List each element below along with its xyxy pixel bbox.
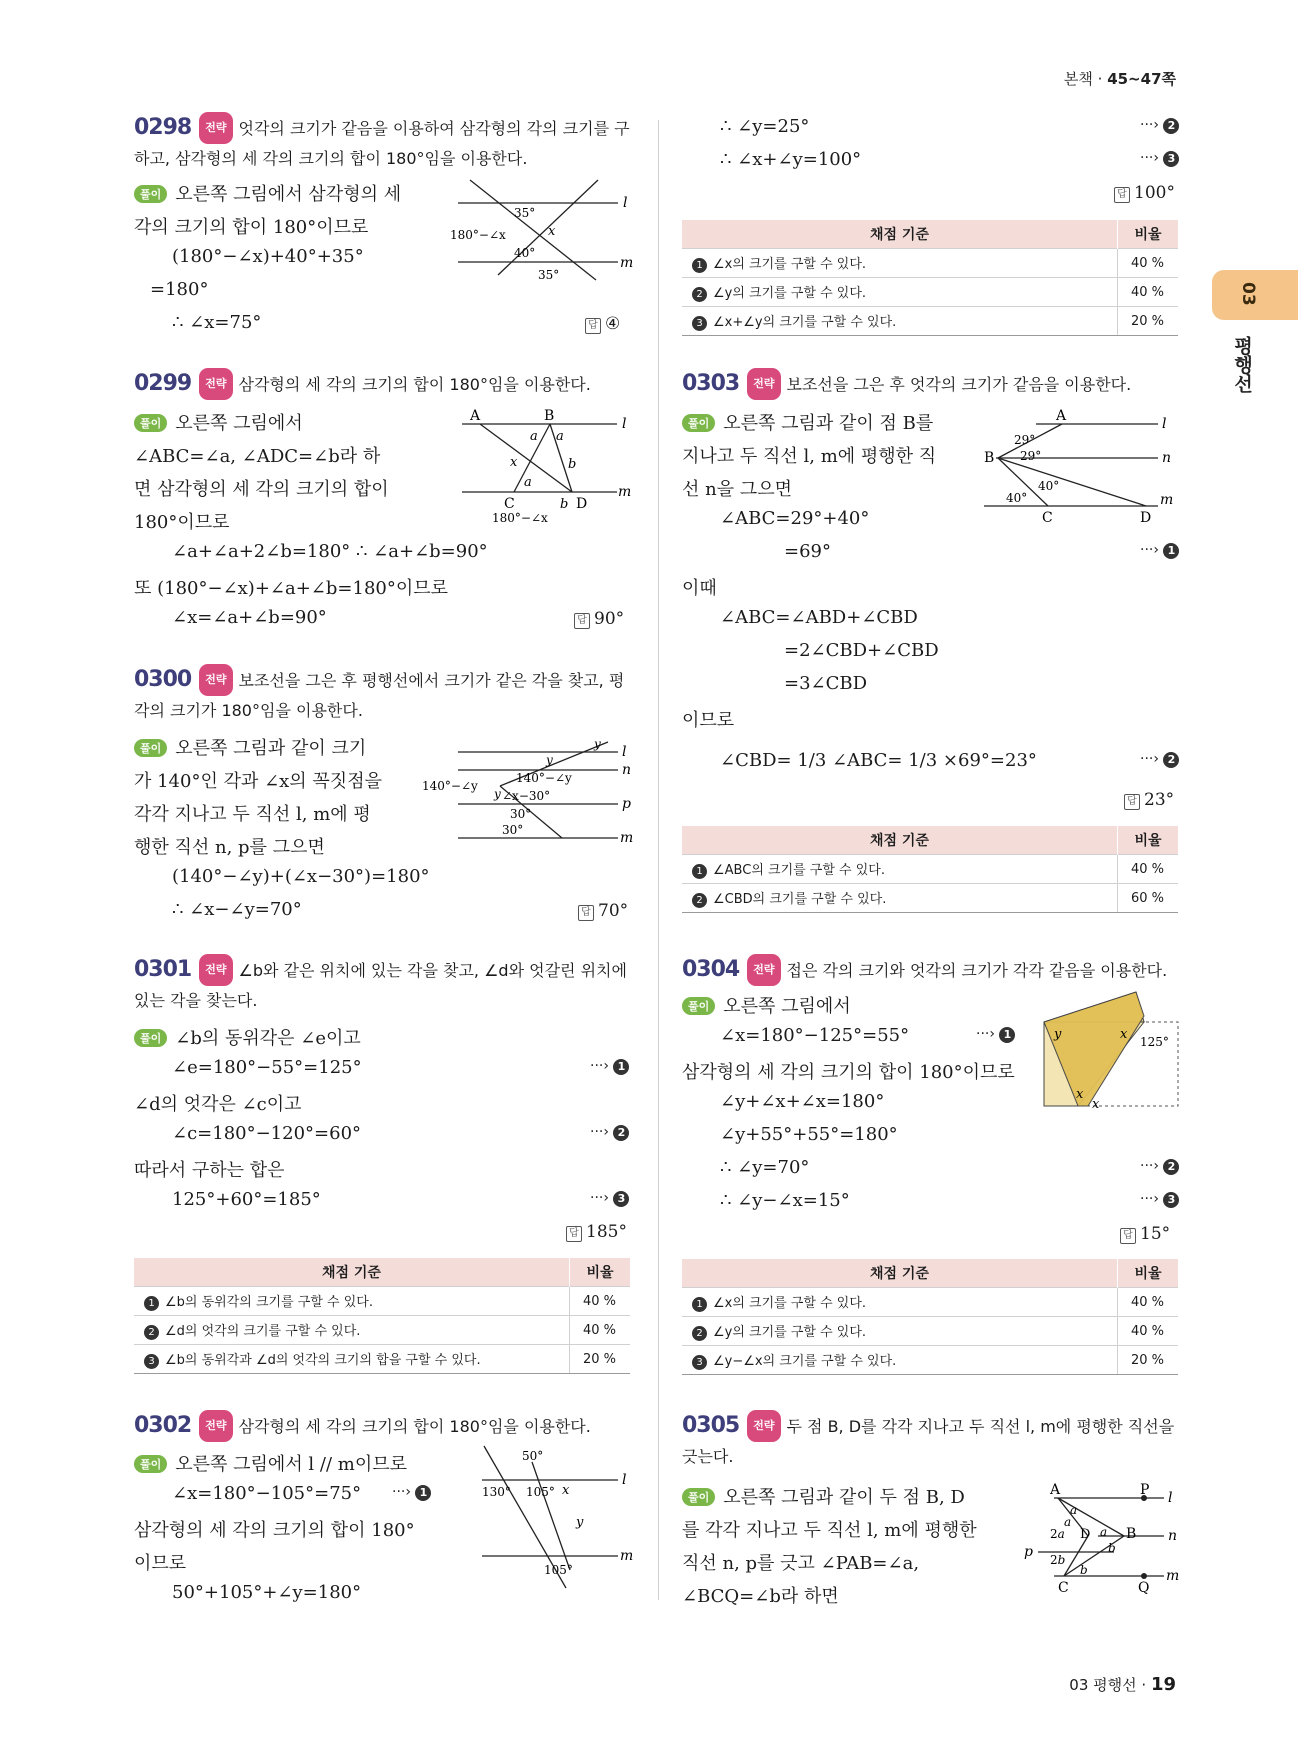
solution-line: ∴ ∠x=75° <box>172 312 262 333</box>
solution-line: =2∠CBD+∠CBD <box>784 640 939 661</box>
svg-text:b: b <box>560 497 569 512</box>
svg-text:y: y <box>1054 1027 1062 1042</box>
svg-text:l: l <box>622 416 627 432</box>
criterion-ratio: 40 % <box>1118 1317 1179 1346</box>
svg-text:a: a <box>556 429 564 444</box>
problem-number: 0299 <box>134 371 192 396</box>
svg-text:105°: 105° <box>526 1485 555 1499</box>
svg-text:m: m <box>1166 1568 1180 1584</box>
criterion-text: ∠ABC의 크기를 구할 수 있다. <box>713 863 885 878</box>
svg-text:50°: 50° <box>522 1449 544 1463</box>
svg-text:n: n <box>622 762 632 778</box>
text: 오른쪽 그림과 같이 두 점 B, D <box>723 1487 965 1508</box>
solution-line: ∠a+∠a+2∠b=180° ∴ ∠a+∠b=90° <box>172 541 488 562</box>
answer-value: ④ <box>605 314 621 334</box>
answer-mark: 답 <box>574 613 590 629</box>
solution-line: 면 삼각형의 세 각의 크기의 합이 <box>134 479 389 500</box>
solution-line: 지나고 두 직선 l, m에 평행한 직 <box>682 446 937 467</box>
table-row <box>682 307 1178 336</box>
solution-tag: 풀이 <box>682 1488 715 1506</box>
svg-text:a: a <box>530 429 538 444</box>
text: 오른쪽 그림에서 l // m이므로 <box>175 1454 407 1475</box>
solution-line: ∴ ∠x+∠y=100° <box>720 149 862 170</box>
strategy-text: 보조선을 그은 후 평행선에서 크기가 같은 각을 찾고, 평각의 크기가 180°임을 이용한다. <box>134 671 625 720</box>
solution-tag: 풀이 <box>134 1455 167 1473</box>
step-marker: ···› 2 <box>1140 117 1179 134</box>
solution-line: ∠x=180°−105°=75° <box>172 1483 362 1504</box>
criterion-number: 3 <box>692 316 707 331</box>
svg-text:y: y <box>494 787 501 801</box>
solution-line: 각의 크기의 합이 180°이므로 <box>134 217 369 238</box>
answer-value: 100° <box>1134 183 1175 203</box>
solution-line: =69° <box>784 541 831 562</box>
criterion-number: 2 <box>692 287 707 302</box>
svg-text:B: B <box>544 408 555 424</box>
svg-text:b: b <box>1108 1541 1116 1555</box>
solution-line: 가 140°인 각과 ∠x의 꼭짓점을 <box>134 771 382 792</box>
criterion-number: 2 <box>692 893 707 908</box>
solution-line: =180° <box>150 279 209 300</box>
criterion-text: ∠y의 크기를 구할 수 있다. <box>713 286 867 301</box>
svg-text:l: l <box>622 1472 627 1488</box>
svg-text:140°−∠y: 140°−∠y <box>422 779 478 793</box>
answer-value: 185° <box>586 1222 627 1242</box>
svg-text:105°: 105° <box>544 1563 573 1577</box>
problem-0302 <box>134 1410 634 1442</box>
step-number: 1 <box>613 1059 629 1075</box>
problem-0305 <box>682 1410 1182 1472</box>
solution-line: ∠CBD= 1/3 ∠ABC= 1/3 ×69°=23° <box>720 750 1037 771</box>
svg-text:D: D <box>1140 510 1152 526</box>
solution-line: ∠x=∠a+∠b=90° <box>172 607 327 628</box>
step-number: 2 <box>1163 752 1179 768</box>
answer-mark: 답 <box>566 1226 582 1242</box>
answer-mark: 답 <box>1124 794 1140 810</box>
strategy-tag: 전략 <box>199 368 232 400</box>
problem-number: 0300 <box>134 667 192 692</box>
problem-number: 0303 <box>682 371 740 396</box>
problem-number: 0298 <box>134 115 192 140</box>
text: 오른쪽 그림에서 삼각형의 세 <box>175 184 402 205</box>
svg-text:x: x <box>562 1483 570 1498</box>
criterion-text: ∠b의 동위각의 크기를 구할 수 있다. <box>165 1295 373 1310</box>
solution-line: ∠y+∠x+∠x=180° <box>720 1091 885 1112</box>
solution-line <box>134 734 366 760</box>
solution-line: 180°이므로 <box>134 512 230 533</box>
svg-text:B: B <box>984 450 995 466</box>
step-marker: ···› 2 <box>1140 751 1179 768</box>
criterion-text: ∠x+∠y의 크기를 구할 수 있다. <box>713 315 897 330</box>
solution-line <box>134 409 303 435</box>
solution-line: 또 (180°−∠x)+∠a+∠b=180°이므로 <box>134 578 449 599</box>
solution-line: 이때 <box>682 578 717 599</box>
chapter-number: 03 <box>1238 282 1258 306</box>
answer <box>1124 790 1174 810</box>
svg-text:C: C <box>1058 1580 1069 1596</box>
svg-text:140°−∠y: 140°−∠y <box>516 771 572 785</box>
strategy-tag: 전략 <box>199 954 232 986</box>
figure-0305 <box>1024 1476 1182 1600</box>
grading-table-0304 <box>682 1259 1178 1375</box>
svg-text:180°−∠x: 180°−∠x <box>492 511 548 525</box>
solution-tag: 풀이 <box>134 739 167 757</box>
problem-0304 <box>682 954 1182 986</box>
solution-line: 직선 n, p를 긋고 ∠PAB=∠a, <box>682 1553 920 1574</box>
svg-text:30°: 30° <box>510 807 532 821</box>
criterion-ratio: 60 % <box>1118 884 1179 913</box>
svg-text:29°: 29° <box>1014 433 1036 447</box>
table-row <box>134 1316 630 1345</box>
strategy-text: 삼각형의 세 각의 크기의 합이 180°임을 이용한다. <box>238 375 591 394</box>
ratio-header: 비율 <box>1118 220 1179 249</box>
grade-header: 채점 기준 <box>682 1259 1118 1288</box>
solution-line: (140°−∠y)+(∠x−30°)=180° <box>172 866 430 887</box>
criterion-number: 2 <box>144 1325 159 1340</box>
solution-line: 각각 지나고 두 직선 l, m에 평 <box>134 804 371 825</box>
figure-0298 <box>448 175 634 285</box>
svg-text:30°: 30° <box>502 823 524 837</box>
criterion-number: 2 <box>692 1326 707 1341</box>
table-row <box>682 249 1178 278</box>
criterion-number: 3 <box>144 1354 159 1369</box>
solution-line: 125°+60°=185° <box>172 1189 321 1210</box>
table-row <box>682 1317 1178 1346</box>
criterion-number: 1 <box>144 1296 159 1311</box>
solution-line: 삼각형의 세 각의 크기의 합이 180°이므로 <box>682 1062 1015 1083</box>
svg-text:40°: 40° <box>1038 479 1060 493</box>
step-number: 2 <box>613 1125 629 1141</box>
step-marker: ···› 3 <box>590 1190 629 1207</box>
strategy-tag: 전략 <box>747 1410 780 1442</box>
svg-text:l: l <box>623 195 628 211</box>
solution-tag: 풀이 <box>134 1029 167 1047</box>
svg-text:C: C <box>504 496 515 512</box>
answer-value: 23° <box>1144 790 1175 810</box>
table-row <box>134 1345 630 1374</box>
svg-text:a: a <box>1064 1515 1072 1529</box>
solution-line: 를 각각 지나고 두 직선 l, m에 평행한 <box>682 1520 977 1541</box>
strategy-text: 삼각형의 세 각의 크기의 합이 180°임을 이용한다. <box>238 1417 591 1436</box>
solution-line: ∠ABC=∠ABD+∠CBD <box>720 607 918 628</box>
page-header: 본책 · 45~47쪽 <box>1063 70 1176 88</box>
ratio-header: 비율 <box>1118 826 1179 855</box>
criterion-ratio: 40 % <box>570 1287 631 1316</box>
solution-line: ∠d의 엇각은 ∠c이고 <box>134 1094 302 1115</box>
problem-number: 0302 <box>134 1413 192 1438</box>
step-marker: ···› 1 <box>392 1484 431 1501</box>
solution-line <box>682 409 933 435</box>
grade-header: 채점 기준 <box>682 220 1118 249</box>
criterion-text: ∠y의 크기를 구할 수 있다. <box>713 1325 867 1340</box>
problem-number: 0301 <box>134 957 192 982</box>
criterion-text: ∠x의 크기를 구할 수 있다. <box>713 1296 867 1311</box>
solution-line: ∴ ∠x−∠y=70° <box>172 899 302 920</box>
step-number: 3 <box>613 1191 629 1207</box>
svg-text:l: l <box>622 744 627 760</box>
criterion-number: 1 <box>692 864 707 879</box>
svg-text:y: y <box>546 753 553 767</box>
column-divider <box>658 120 659 1600</box>
solution-line: ∠ABC=∠a, ∠ADC=∠b라 하 <box>134 446 381 467</box>
solution-line: 50°+105°+∠y=180° <box>172 1582 362 1603</box>
solution-line: 행한 직선 n, p를 그으면 <box>134 837 325 858</box>
step-number: 3 <box>1163 1192 1179 1208</box>
problem-number: 0304 <box>682 957 740 982</box>
text: 오른쪽 그림에서 <box>723 996 851 1017</box>
svg-text:35°: 35° <box>514 206 536 220</box>
svg-text:D: D <box>576 496 588 512</box>
strategy-text: 두 점 B, D를 각각 지나고 두 직선 l, m에 평행한 직선을 긋는다. <box>682 1417 1175 1466</box>
solution-line: (180°−∠x)+40°+35° <box>172 246 364 267</box>
text: 오른쪽 그림과 같이 점 B를 <box>723 413 934 434</box>
solution-line: 따라서 구하는 합은 <box>134 1160 285 1181</box>
text: ∠b의 동위각은 ∠e이고 <box>175 1028 361 1049</box>
table-row <box>682 1346 1178 1375</box>
figure-0299 <box>452 404 634 526</box>
text: 오른쪽 그림에서 <box>175 413 303 434</box>
answer <box>574 609 624 629</box>
grade-header: 채점 기준 <box>134 1258 570 1287</box>
solution-tag: 풀이 <box>134 414 167 432</box>
chapter-tab[interactable] <box>1212 270 1298 320</box>
solution-line <box>682 1483 965 1509</box>
svg-text:b: b <box>568 457 577 472</box>
answer <box>1120 1224 1170 1244</box>
answer <box>1114 183 1175 203</box>
svg-text:P: P <box>1140 1482 1150 1498</box>
solution-line: ∠x=180°−125°=55° <box>720 1025 910 1046</box>
answer-value: 90° <box>594 609 625 629</box>
table-row <box>682 855 1178 884</box>
solution-line: 이므로 <box>134 1553 187 1574</box>
criterion-ratio: 40 % <box>1118 278 1179 307</box>
svg-text:x: x <box>1120 1027 1128 1042</box>
criterion-text: ∠y−∠x의 크기를 구할 수 있다. <box>713 1354 897 1369</box>
svg-text:m: m <box>1160 492 1174 508</box>
strategy-text: 보조선을 그은 후 엇각의 크기가 같음을 이용한다. <box>786 375 1132 394</box>
svg-text:p: p <box>1024 1544 1033 1560</box>
svg-text:x: x <box>1092 1097 1100 1112</box>
svg-text:x: x <box>1076 1087 1084 1102</box>
step-number: 3 <box>1163 151 1179 167</box>
step-number: 1 <box>999 1027 1015 1043</box>
svg-text:A: A <box>1050 1482 1061 1498</box>
step-marker: ···› 2 <box>1140 1158 1179 1175</box>
svg-text:40°: 40° <box>1006 491 1028 505</box>
solution-line <box>134 1450 407 1476</box>
strategy-text: ∠b와 같은 위치에 있는 각을 찾고, ∠d와 엇갈린 위치에 있는 각을 찾는다. <box>134 961 627 1010</box>
svg-text:a: a <box>1100 1525 1108 1539</box>
criterion-number: 1 <box>692 258 707 273</box>
problem-0300 <box>134 664 634 726</box>
solution-line: ∴ ∠y−∠x=15° <box>720 1190 850 1211</box>
svg-text:35°: 35° <box>538 268 560 282</box>
step-marker: ···› 1 <box>590 1058 629 1075</box>
table-row <box>682 884 1178 913</box>
svg-text:y: y <box>576 1515 584 1530</box>
solution-tag: 풀이 <box>682 414 715 432</box>
svg-text:l: l <box>1168 1490 1173 1506</box>
svg-text:b: b <box>1080 1563 1088 1577</box>
step-number: 1 <box>1163 543 1179 559</box>
table-row <box>134 1287 630 1316</box>
criterion-ratio: 20 % <box>1118 1346 1179 1375</box>
solution-line: ∠e=180°−55°=125° <box>172 1057 362 1078</box>
problem-0299 <box>134 368 634 400</box>
solution-line <box>134 180 401 206</box>
chapter-title: 평행선 <box>1231 336 1253 393</box>
svg-text:n: n <box>1162 450 1172 466</box>
text: 오른쪽 그림과 같이 크기 <box>175 738 367 759</box>
svg-text:a: a <box>524 475 532 490</box>
criterion-text: ∠b의 동위각과 ∠d의 엇각의 크기의 합을 구할 수 있다. <box>165 1353 481 1368</box>
svg-text:p: p <box>622 796 631 812</box>
ratio-header: 비율 <box>570 1258 631 1287</box>
criterion-ratio: 20 % <box>570 1345 631 1374</box>
figure-0302 <box>482 1440 634 1596</box>
strategy-text: 엇각의 크기가 같음을 이용하여 삼각형의 각의 크기를 구하고, 삼각형의 세 각의 크기의 합이 180°임을 이용한다. <box>134 119 630 168</box>
problem-0301 <box>134 954 634 1016</box>
svg-text:n: n <box>1168 1528 1178 1544</box>
solution-line: 이므로 <box>682 710 735 731</box>
page-number: 19 <box>1150 1674 1176 1695</box>
criterion-text: ∠x의 크기를 구할 수 있다. <box>713 257 867 272</box>
solution-line: ∴ ∠y=70° <box>720 1157 810 1178</box>
svg-text:C: C <box>1042 510 1053 526</box>
answer-value: 15° <box>1140 1224 1171 1244</box>
solution-line: ∠BCQ=∠b라 하면 <box>682 1586 839 1607</box>
strategy-text: 접은 각의 크기와 엇각의 크기가 각각 같음을 이용한다. <box>786 961 1168 980</box>
answer <box>566 1222 627 1242</box>
svg-text:m: m <box>620 1548 634 1564</box>
step-marker: ···› 3 <box>1140 150 1179 167</box>
criterion-number: 3 <box>692 1355 707 1370</box>
svg-text:2a: 2a <box>1050 1527 1065 1541</box>
solution-line: 삼각형의 세 각의 크기의 합이 180° <box>134 1520 415 1541</box>
strategy-tag: 전략 <box>747 368 780 400</box>
svg-text:A: A <box>1056 408 1067 424</box>
svg-text:29°: 29° <box>1020 449 1042 463</box>
criterion-ratio: 40 % <box>570 1316 631 1345</box>
svg-text:m: m <box>620 255 634 271</box>
svg-text:D: D <box>1080 1527 1091 1542</box>
problem-0298 <box>134 112 634 174</box>
svg-text:x: x <box>548 224 556 239</box>
svg-text:m: m <box>618 484 632 500</box>
step-number: 2 <box>1163 1159 1179 1175</box>
answer <box>578 901 628 921</box>
answer-mark: 답 <box>1114 187 1130 203</box>
ratio-header: 비율 <box>1118 1259 1179 1288</box>
svg-text:180°−∠x: 180°−∠x <box>450 228 506 242</box>
svg-text:x: x <box>510 455 518 470</box>
problem-number: 0305 <box>682 1413 740 1438</box>
svg-text:l: l <box>1162 416 1167 432</box>
step-marker: ···› 1 <box>976 1026 1015 1043</box>
grade-header: 채점 기준 <box>682 826 1118 855</box>
problem-0303 <box>682 368 1182 400</box>
strategy-tag: 전략 <box>747 954 780 986</box>
step-number: 1 <box>415 1485 431 1501</box>
svg-text:y: y <box>594 737 601 751</box>
header-book: 본책 <box>1063 70 1093 88</box>
criterion-text: ∠d의 엇각의 크기를 구할 수 있다. <box>165 1324 361 1339</box>
solution-line: ∠y+55°+55°=180° <box>720 1124 898 1145</box>
header-pages: 45~47쪽 <box>1107 70 1176 88</box>
solution-line <box>682 992 851 1018</box>
figure-0303 <box>976 404 1176 526</box>
svg-text:130°: 130° <box>482 1485 511 1499</box>
solution-line: ∠c=180°−120°=60° <box>172 1123 362 1144</box>
strategy-tag: 전략 <box>199 664 232 696</box>
table-row <box>682 1288 1178 1317</box>
solution-line <box>134 1024 361 1050</box>
criterion-ratio: 40 % <box>1118 249 1179 278</box>
criterion-ratio: 20 % <box>1118 307 1179 336</box>
svg-text:m: m <box>620 830 634 846</box>
solution-tag: 풀이 <box>134 185 167 203</box>
solution-line: ∠ABC=29°+40° <box>720 508 870 529</box>
grading-table-0302 <box>682 220 1178 336</box>
criterion-number: 1 <box>692 1297 707 1312</box>
solution-line: 선 n을 그으면 <box>682 479 792 500</box>
figure-0300 <box>422 734 634 854</box>
svg-text:a: a <box>1070 1503 1078 1517</box>
solution-tag: 풀이 <box>682 997 715 1015</box>
footer-chapter: 03 평행선 <box>1069 1676 1137 1694</box>
step-marker: ···› 3 <box>1140 1191 1179 1208</box>
step-marker: ···› 1 <box>1140 542 1179 559</box>
criterion-text: ∠CBD의 크기를 구할 수 있다. <box>713 892 887 907</box>
svg-text:2b: 2b <box>1050 1553 1066 1567</box>
figure-0304 <box>1032 988 1182 1118</box>
svg-text:B: B <box>1126 1526 1137 1542</box>
step-marker: ···› 2 <box>590 1124 629 1141</box>
answer <box>585 314 620 334</box>
answer-value: 70° <box>598 901 629 921</box>
answer-mark: 답 <box>1120 1228 1136 1244</box>
criterion-ratio: 40 % <box>1118 1288 1179 1317</box>
answer-mark: 답 <box>578 905 594 921</box>
criterion-ratio: 40 % <box>1118 855 1179 884</box>
svg-text:∠x−30°: ∠x−30° <box>502 789 551 803</box>
solution-line: ∴ ∠y=25° <box>720 116 810 137</box>
strategy-tag: 전략 <box>199 112 232 144</box>
grading-table-0301 <box>134 1258 630 1374</box>
svg-text:125°: 125° <box>1140 1035 1169 1049</box>
strategy-tag: 전략 <box>199 1410 232 1442</box>
svg-text:Q: Q <box>1138 1580 1150 1596</box>
grading-table-0303 <box>682 826 1178 913</box>
step-number: 2 <box>1163 118 1179 134</box>
svg-text:40°: 40° <box>514 246 536 260</box>
table-row <box>682 278 1178 307</box>
answer-mark: 답 <box>585 318 601 334</box>
page-footer: 03 평행선 · 19 <box>1069 1674 1176 1695</box>
svg-text:A: A <box>470 408 481 424</box>
solution-line: =3∠CBD <box>784 673 868 694</box>
